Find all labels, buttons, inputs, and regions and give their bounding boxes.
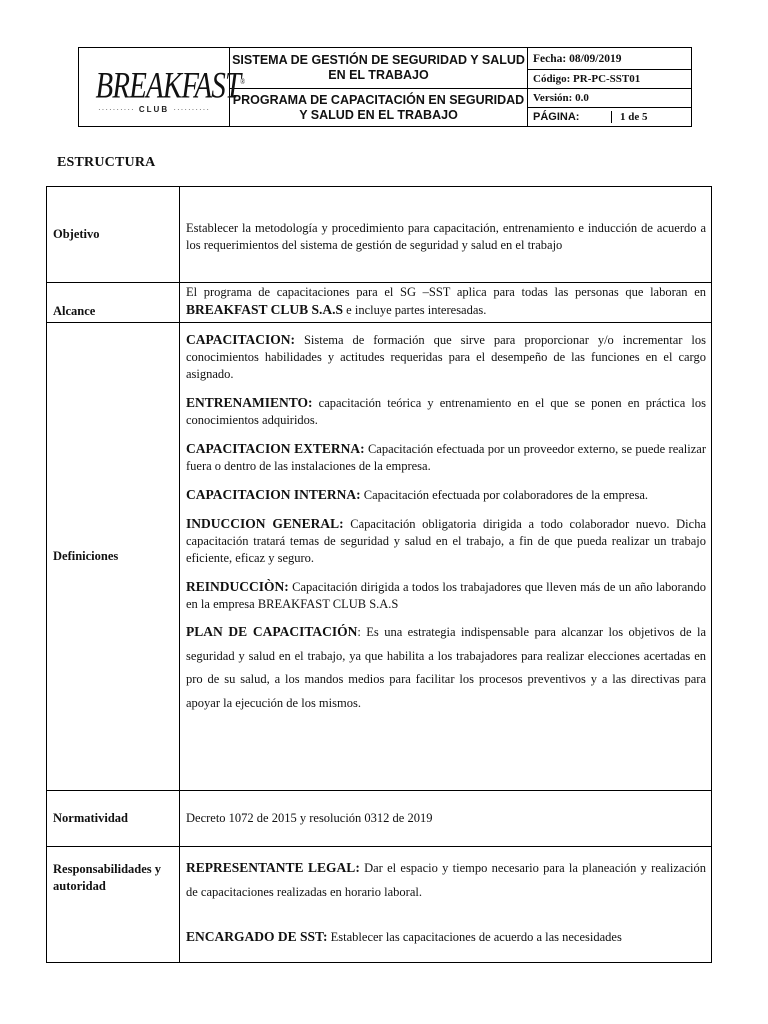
table-row [47,187,712,283]
program-title: PROGRAMA DE CAPACITACIÓN EN SEGURIDAD Y SALUD EN EL TRABAJO [230,89,528,127]
row-value-objetivo: Establecer la metodología y procedimiento para capacitación, entrenamiento e inducción de acuerdo a los requerimientos del sistema de gestión de seguridad y salud en el trabajo [180,187,712,283]
row-value-definiciones [180,323,712,791]
logo-wordmark: BREAKFAST® [95,65,245,107]
definition-item: PLAN DE CAPACITACIÓN: Es una estrategia indispensable para alcanzar los objetivos de la seguridad y salud en el trabajo, ya que habilita a los trabajadores para realizar elecciones acertadas en pro de su salud, a los mandos medios para facilitar los procesos preventivos y a las directivas para apoyar la ejecución de los mismos. [186,624,706,710]
document-header [78,47,692,127]
definition-item: CAPACITACION EXTERNA: Capacitación efectuada por un proveedor externo, se puede realizar fuera o dentro de las instalaciones de la empresa. [186,441,706,473]
version-field: Versión: 0.0 [528,89,692,108]
row-value-responsabilidades [180,847,712,963]
table-row [47,791,712,847]
row-label-normatividad: Normatividad [47,791,180,847]
row-value-alcance: El programa de capacitaciones para el SG –SST aplica para todas las personas que laboran en BREAKFAST CLUB S.A.S e incluye partes interesadas. [180,283,712,323]
logo [79,48,245,127]
row-label-responsabilidades: Responsabilidades y autoridad [47,847,180,963]
logo-subtitle: ·········· CLUB ·········· [98,104,210,114]
table-row [47,283,712,323]
section-title: ESTRUCTURA [57,155,156,170]
page-number: 1 de 5 [620,111,648,123]
definition-item: REINDUCCIÒN: Capacitación dirigida a todos los trabajadores que lleven más de un año laborando en la empresa BREAKFAST CLUB S.A.S [186,579,706,611]
system-title: SISTEMA DE GESTIÓN DE SEGURIDAD Y SALUD EN EL TRABAJO [230,48,528,89]
structure-table [46,186,712,963]
definition-item: CAPACITACION INTERNA: Capacitación efectuada por colaboradores de la empresa. [186,487,648,502]
row-value-normatividad: Decreto 1072 de 2015 y resolución 0312 de 2019 [180,791,712,847]
definition-item: ENTRENAMIENTO: capacitación teórica y entrenamiento en el que se ponen en práctica los conocimientos adquiridos. [186,395,706,427]
responsibility-item: REPRESENTANTE LEGAL: Dar el espacio y tiempo necesario para la planeación y realización de capacitaciones realizadas en horario laboral. [186,860,706,899]
date-field: Fecha: 08/09/2019 [528,48,692,70]
code-field: Código: PR-PC-SST01 [528,70,692,89]
row-label-definiciones: Definiciones [47,323,180,791]
definition-item: CAPACITACION: Sistema de formación que sirve para proporcionar y/o incrementar los conocimientos habilidades y actitudes requeridas para el desempeño de las funciones en el cargo asignado. [186,332,706,381]
table-row [47,847,712,963]
page-label: PÁGINA: [528,111,612,123]
row-label-objetivo: Objetivo [47,187,180,283]
table-row [47,323,712,791]
row-label-alcance: Alcance [47,283,180,323]
responsibility-item: ENCARGADO DE SST: Establecer las capacitaciones de acuerdo a las necesidades [186,929,622,944]
page-field [528,108,692,127]
definition-item: INDUCCION GENERAL: Capacitación obligatoria dirigida a todo colaborador nuevo. Dicha capacitación tratará temas de seguridad y salud en el trabajo, a fin de que pueda realizar un trabajo eficiente, eficaz y seguro. [186,516,706,565]
